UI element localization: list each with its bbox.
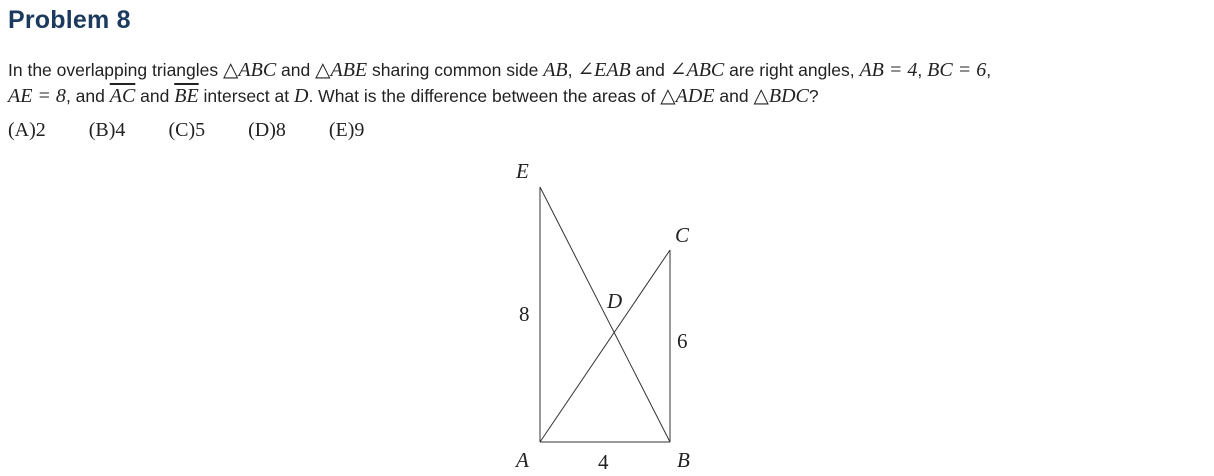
problem-text: and xyxy=(630,60,670,80)
math-segment-be: $\overline{BE}$ xyxy=(174,85,199,107)
math-ab-equals: AB = 4 xyxy=(859,59,918,81)
label-point-a: A xyxy=(516,448,529,472)
problem-text: . What is the difference between the areas of xyxy=(308,86,661,106)
problem-text: , and xyxy=(65,86,110,106)
label-point-d: D xyxy=(607,289,623,313)
segment-eb xyxy=(540,187,670,442)
math-point-d: D xyxy=(294,85,309,107)
label-length-ae: 8 xyxy=(519,302,530,326)
math-bc-equals: BC = 6 xyxy=(927,59,987,81)
label-length-ab: 4 xyxy=(598,450,609,474)
problem-text: , xyxy=(917,60,928,80)
choice-a: (A)2 xyxy=(8,119,46,141)
problem-text: and xyxy=(714,86,754,106)
math-triangle-abe: △ABE xyxy=(315,59,368,81)
math-angle-abc: ∠ABC xyxy=(669,59,725,81)
problem-text: and xyxy=(135,86,175,106)
choice-d: (D)8 xyxy=(248,119,286,141)
problem-text: In the overlapping triangles xyxy=(8,60,223,80)
math-segment-ac: $\overline{AC}$ xyxy=(109,85,136,107)
problem-text: ? xyxy=(808,86,819,106)
math-side-ab: AB xyxy=(543,59,568,81)
math-ae-equals: AE = 8 xyxy=(8,85,66,107)
label-length-bc: 6 xyxy=(677,329,688,353)
choice-e: (E)9 xyxy=(328,119,365,141)
math-triangle-abc: △ABC xyxy=(223,59,277,81)
problem-text: are right angles, xyxy=(724,60,860,80)
label-point-c: C xyxy=(675,223,690,247)
choice-b: (B)4 xyxy=(88,119,126,141)
math-triangle-ade: △ADE xyxy=(660,85,715,107)
problem-text: sharing common side xyxy=(367,60,544,80)
label-point-b: B xyxy=(677,448,690,472)
math-triangle-bdc: △BDC xyxy=(753,85,809,107)
problem-text: intersect at xyxy=(198,86,294,106)
label-point-e: E xyxy=(516,159,529,183)
segment-ac xyxy=(540,250,670,442)
problem-text: and xyxy=(276,60,316,80)
problem-text: , xyxy=(986,60,992,80)
choice-c: (C)5 xyxy=(168,119,206,141)
problem-title: Problem 8 xyxy=(8,6,131,34)
problem-text: , xyxy=(567,60,578,80)
math-angle-eab: ∠EAB xyxy=(577,59,631,81)
